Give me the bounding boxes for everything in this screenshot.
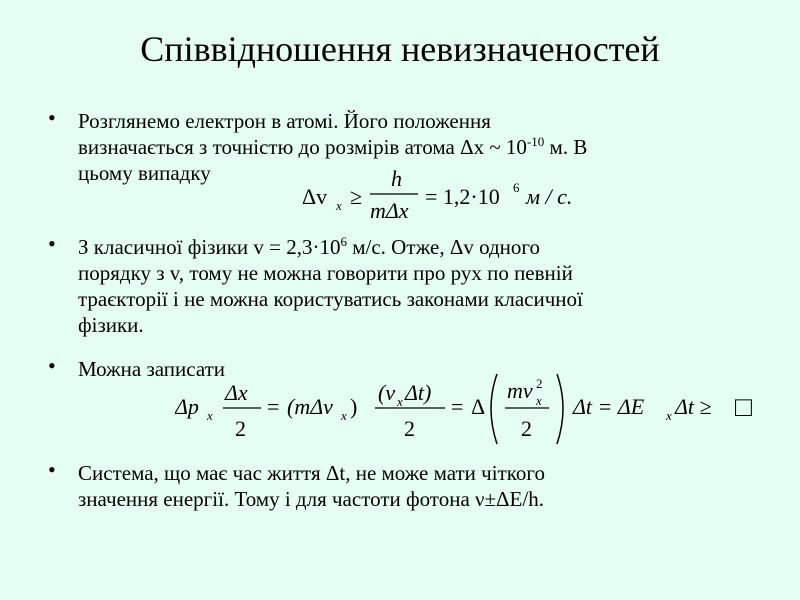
text-line: Розглянемо електрон в атомі. Його положення: [78, 109, 491, 133]
bullet-dot: •: [48, 231, 56, 256]
text-line: [78, 234, 738, 260]
text-segment: З класичної фізики v = 2,3·10: [78, 235, 341, 259]
fraction-numerator: mv: [507, 378, 533, 403]
formula-term: Δp: [175, 394, 199, 419]
formula-subscript: x: [536, 393, 542, 408]
formula-term: Δ: [471, 394, 486, 419]
formula-subscript: x: [666, 408, 672, 423]
fraction-numerator: h: [391, 168, 402, 191]
text-line: порядку з v, тому не можна говорити про рух по певній: [78, 261, 573, 285]
formula-velocity-uncertainty: [300, 168, 600, 224]
text-segment: визначається з точністю до розмірів атома Δx ~ 10: [78, 135, 527, 159]
fraction-denominator: 2: [235, 416, 246, 441]
exponent: 6: [340, 234, 347, 249]
text-line: [78, 134, 738, 160]
missing-glyph-box: □: [735, 392, 752, 423]
text-segment: м. В: [544, 135, 588, 159]
text-line: Можна записати: [78, 357, 226, 381]
formula-exponent: 6: [513, 180, 520, 195]
bullet-text: [78, 234, 738, 338]
fraction-denominator: mΔx: [370, 198, 409, 223]
bullet-text: [78, 460, 738, 512]
formula-unit: м / с.: [526, 184, 573, 209]
fraction-numerator: Δt): [405, 380, 432, 405]
text-segment: м/с. Отже, Δv одного: [346, 235, 540, 259]
formula-subscript: x: [397, 394, 403, 409]
equals-sign: =: [267, 394, 280, 419]
big-paren-left: [491, 374, 497, 444]
slide-title: Співвідношення невизначеностей: [140, 29, 660, 69]
fraction-denominator: 2: [404, 416, 415, 441]
bullet-dot: •: [48, 353, 56, 378]
formula-lhs: Δv: [302, 184, 328, 209]
fraction-numerator: Δx: [225, 380, 248, 405]
formula-term: Δt = ΔE: [573, 394, 645, 419]
big-paren-right: [557, 374, 563, 444]
fraction-numerator: (v: [378, 380, 396, 405]
bullet-dot: •: [48, 105, 56, 130]
formula-energy-time-uncertainty: [175, 368, 775, 452]
equals-sign: =: [451, 394, 464, 419]
formula-superscript: 2: [536, 376, 543, 391]
text-line: цьому випадку: [78, 161, 211, 185]
text-line: фізики.: [78, 313, 144, 337]
text-line: траєкторії і не можна користуватись законами класичної: [78, 287, 583, 311]
formula-relation: ≥: [350, 184, 363, 209]
formula-subscript: x: [207, 408, 213, 423]
formula-subscript: x: [336, 198, 342, 213]
formula-term: (mΔv: [287, 394, 333, 419]
text-line: значення енергії. Тому і для частоти фотона ν±ΔE/h.: [78, 487, 544, 511]
formula-rhs: = 1,2·10: [425, 184, 500, 209]
text-line: Система, що має час життя Δt, не може мати чіткого: [78, 461, 545, 485]
bullet-dot: •: [48, 457, 56, 482]
formula-paren: ): [350, 394, 358, 419]
fraction-denominator: 2: [521, 416, 532, 441]
formula-subscript: x: [341, 408, 347, 423]
exponent: -10: [526, 134, 545, 149]
formula-term: Δt ≥: [675, 394, 712, 419]
